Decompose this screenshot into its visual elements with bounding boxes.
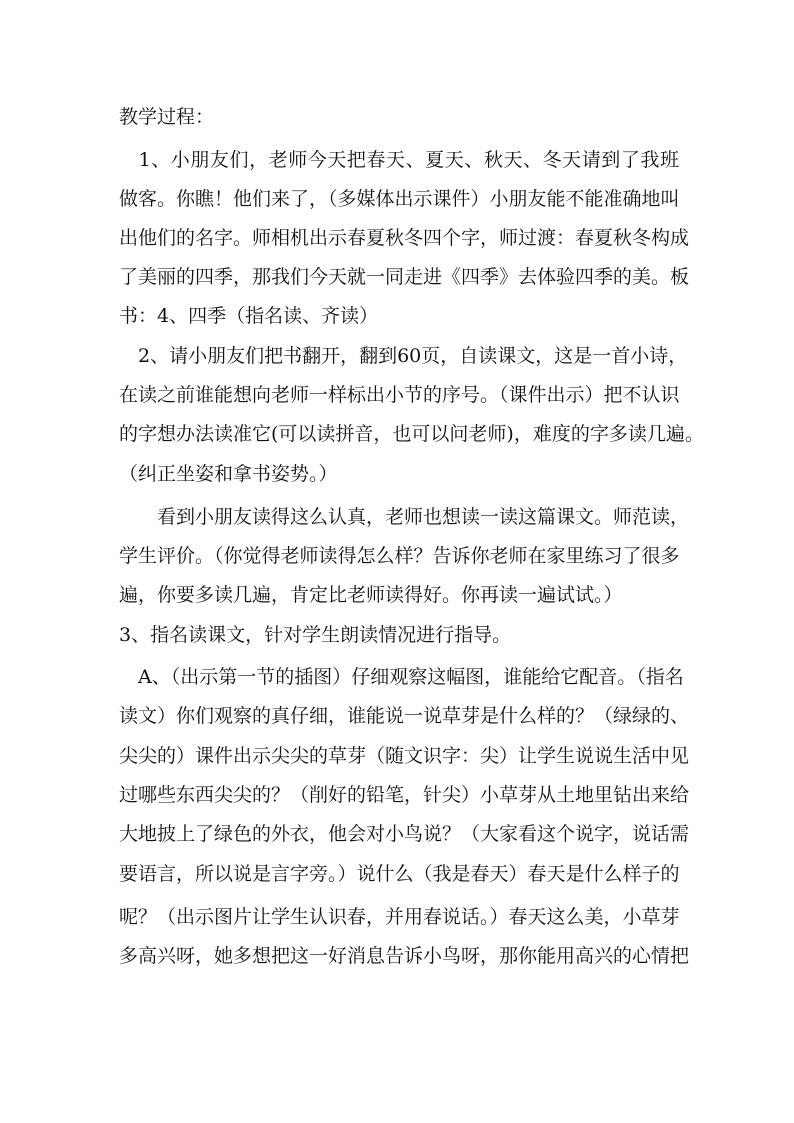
text-line: 做客。你瞧！他们来了，（多媒体出示课件）小朋友能不能准确地叫 bbox=[119, 188, 680, 210]
text-line: 3、指名读课文，针对学生朗读情况进行指导。 bbox=[119, 624, 512, 646]
text-line: 看到小朋友读得这么认真，老师也想读一读这篇课文。师范读， bbox=[119, 506, 690, 528]
text-line: 的字想办法读准它(可以读拼音，也可以问老师)，难度的字多读几遍。 bbox=[119, 423, 704, 445]
text-line: 出他们的名字。师相机出示春夏秋冬四个字，师过渡：春夏秋冬构成 bbox=[119, 227, 690, 249]
text-line: 了美丽的四季，那我们今天就一同走进《四季》去体验四季的美。板 bbox=[119, 266, 690, 288]
text-line: A、（出示第一节的插图）仔细观察这幅图，谁能给它配音。（指名 bbox=[119, 666, 684, 688]
text-line: 2、请小朋友们把书翻开，翻到60页，自读课文，这是一首小诗， bbox=[119, 345, 688, 367]
text-line: 要语言，所以说是言字旁。）说什么（我是春天）春天是什么样子的 bbox=[119, 863, 680, 885]
text-line: 大地披上了绿色的外衣，他会对小鸟说？（大家看这个说字，说话需 bbox=[119, 823, 690, 845]
text-line: （纠正坐姿和拿书姿势。） bbox=[119, 463, 338, 485]
text-line: 尖尖的）课件出示尖尖的草芽（随文识字：尖）让学生说说生活中见 bbox=[119, 745, 690, 767]
section-heading: 教学过程： bbox=[119, 106, 215, 128]
text-line: 多高兴呀，她多想把这一好消息告诉小鸟呀，那你能用高兴的心情把 bbox=[119, 945, 690, 967]
text-line: 1、小朋友们，老师今天把春天、夏天、秋天、冬天请到了我班 bbox=[119, 149, 679, 171]
text-line: 遍，你要多读几遍，肯定比老师读得好。你再读一遍试试。） bbox=[119, 584, 623, 606]
text-line: 读文）你们观察的真仔细，谁能说一说草芽是什么样的？（绿绿的、 bbox=[119, 705, 690, 727]
text-line: 在读之前谁能想向老师一样标出小节的序号。（课件出示）把不认识 bbox=[119, 384, 680, 406]
text-line: 书：4、四季（指名读、齐读） bbox=[119, 305, 379, 327]
text-line: 过哪些东西尖尖的？（削好的铅笔，针尖）小草芽从土地里钻出来给 bbox=[119, 784, 690, 806]
text-line: 学生评价。（你觉得老师读得怎么样？告诉你老师在家里练习了很多 bbox=[119, 545, 680, 567]
text-line: 呢？（出示图片让学生认识春，并用春说话。）春天这么美，小草芽 bbox=[119, 906, 680, 928]
